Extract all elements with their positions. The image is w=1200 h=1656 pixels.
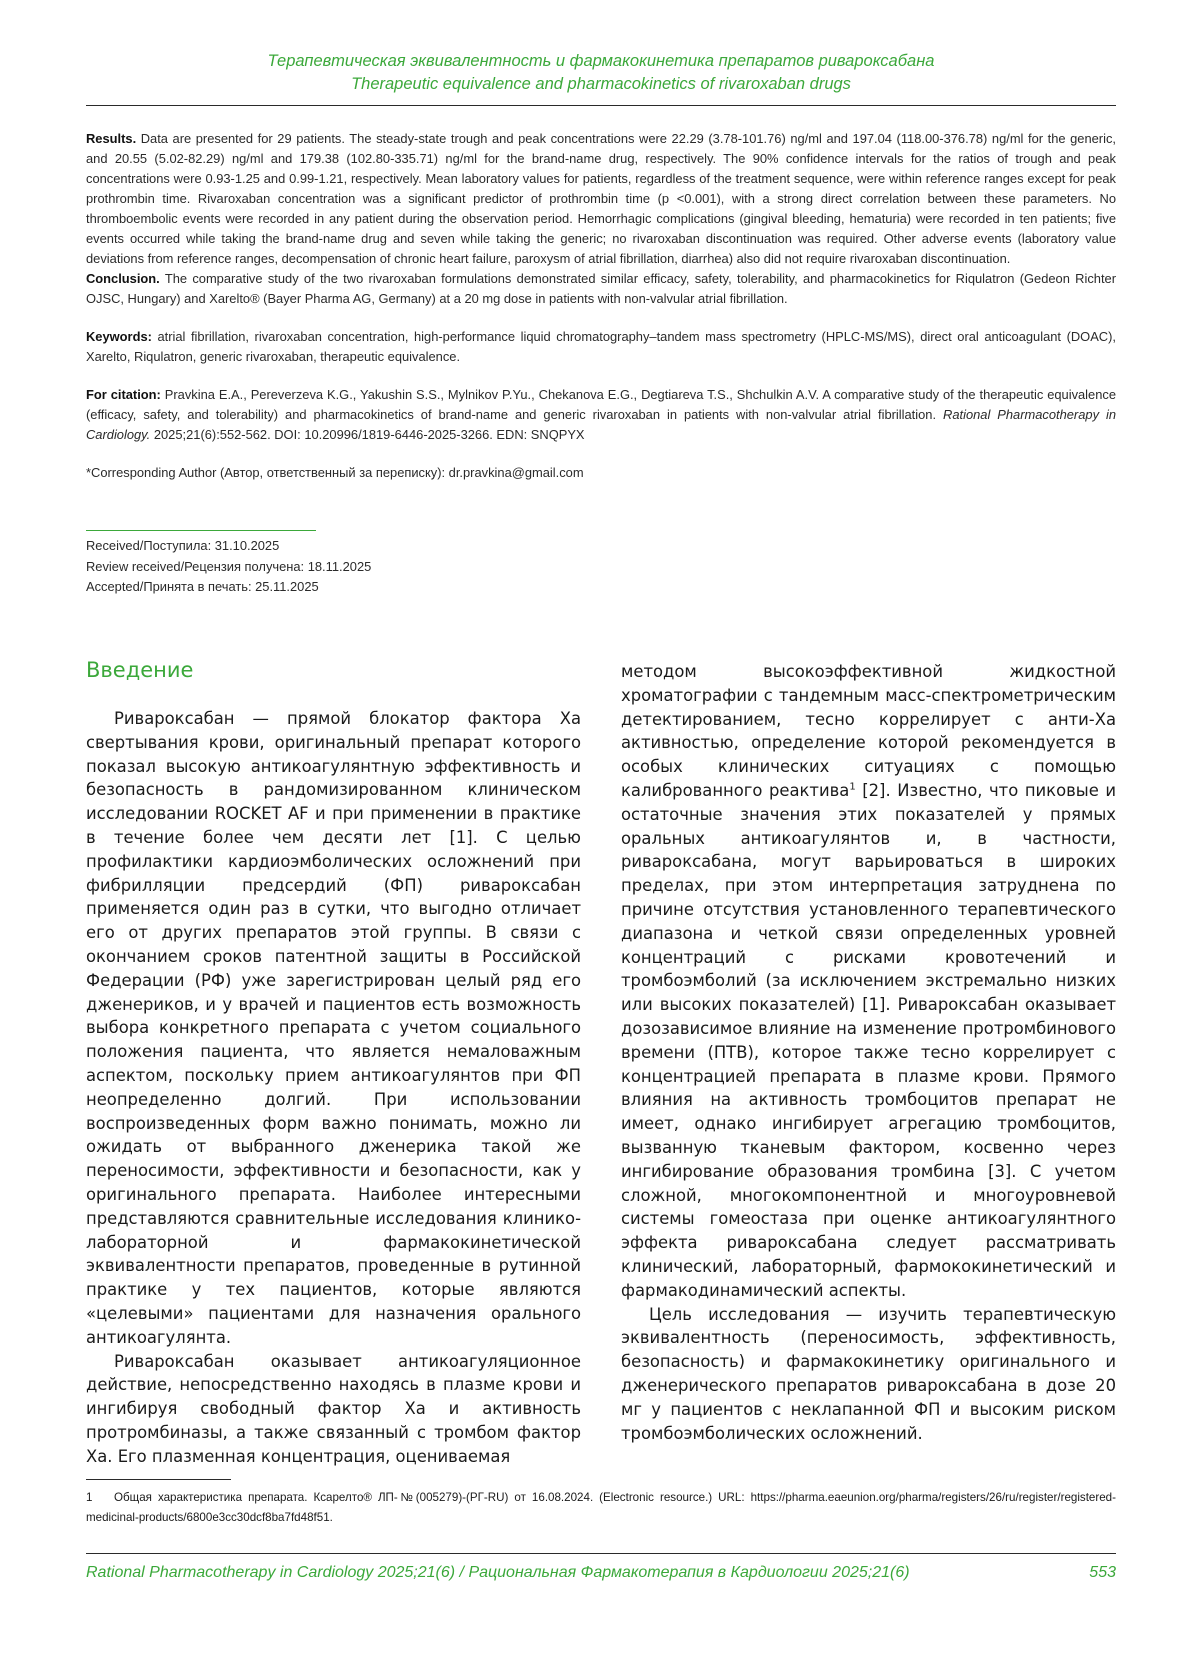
accepted-date: Accepted/Принята в печать: 25.11.2025: [86, 579, 319, 594]
keywords-text: atrial fibrillation, rivaroxaban concentration, high-performance liquid chromatography–tandem mass spectrometry (HPLC-MS/MS), direct oral anticoagulant (DOAC), Xarelto, Riqulatron, generic rivaroxaban, therapeutic equivalence.: [86, 329, 1116, 364]
corresponding-author[interactable]: *Corresponding Author (Автор, ответственный за переписку): dr.pravkina@gmail.com: [86, 465, 584, 480]
keywords-label: Keywords:: [86, 329, 152, 344]
citation-tail: 2025;21(6):552-562. DOI: 10.20996/1819-6446-2025-3266. EDN: SNQPYX: [153, 427, 585, 442]
paragraph-2-cont-b: [2]. Известно, что пиковые и остаточные значения этих показателей у прямых оральных антикоагулянтов и, в частности, ривароксабана, могут варьироваться в широких пределах, при этом интерпретация затруднена по причине отсутствия установленного терапевтического диапазона и четкой связи определенных уровней концентраций с рисками кровотечений и тромбоэмболий (за исключением экстремально низких или высоких показателей) [1]. Ривароксабан оказывает дозозависимое влияние на изменение протромбинового времени (ПТВ), которое также тесно коррелирует с концентрацией препарата в плазме крови. Прямого влияния на активность тромбоцитов препарат не имеет, однако ингибирует агрегацию тромбоцитов, вызванную тканевым фактором, косвенно через ингибирование образования тромбина [3]. С учетом сложной, многокомпонентной и многоуровневой системы гомеостаза при оценке антикоагулянтного эффекта ривароксабана следует рассматривать клинический, лабораторный, фармококинетический и фармакодинамический аспекты.: [621, 780, 1116, 1300]
results-text: Data are presented for 29 patients. The steady-state trough and peak concentrations were 22.29 (3.78-101.76) ng/ml and 197.04 (118.00-376.78) ng/ml for the generic, and 20.55 (5.02-82.29) ng/ml and 179.38 (102.80-335.71) ng/ml for the brand-name drug, respectively. The 90% confidence intervals for the ratios of trough and peak concentrations were 0.93-1.25 and 0.99-1.21, respectively. Mean laboratory values for patients, regardless of the treatment sequence, were within reference ranges except for peak prothrombin time. Rivaroxaban concentration was a significant predictor of prothrombin time (p <0.001), with a strong direct correlation between these parameters. No thromboembolic events were recorded in any patient during the observation period. Hemorrhagic complications (gingival bleeding, hematuria) were recorded in ten patients; five events occurred while taking the brand-name drug and seven while taking the generic; no rivaroxaban discontinuation was required. Other adverse events (laboratory value deviations from reference ranges, decompensation of chronic heart failure, paroxysm of atrial fibrillation, diarrhea) also did not require rivaroxaban discontinuation.: [86, 131, 1116, 266]
citation-label: For citation:: [86, 387, 161, 402]
footnote-text[interactable]: Общая характеристика препарата. Ксарелто® ЛП-№(005279)-(РГ-RU) от 16.08.2024. (Electronic resource.) URL: https://pharma.eaeunion.org/pharma/registers/26/ru/register/registered-medicinal-products/6800e3cc30dcf8ba7fd48f51.: [86, 1491, 1116, 1524]
running-header: [86, 50, 1116, 96]
footnote-number: 1: [86, 1491, 93, 1504]
running-header-en: Therapeutic equivalence and pharmacokinetics of rivaroxaban drugs: [351, 75, 851, 93]
citation-journal: Rational Pharmacotherapy in Cardiology.: [86, 407, 1117, 442]
results-label: Results.: [86, 131, 137, 146]
paragraph-2-cont-a: методом высокоэффективной жидкостной хроматографии с тандемным масс-спектрометрическим детектированием, тесно коррелирует с анти-Ха активностью, определение которой рекомендуется в особых клинических ситуациях с помощью калиброванного реактива: [621, 662, 1116, 800]
body-column-left: [86, 707, 581, 1469]
abstract-conclusion: [86, 269, 1116, 309]
review-date: Review received/Рецензия получена: 18.11.2025: [86, 558, 372, 574]
footnote-divider: [86, 1479, 231, 1480]
running-header-ru: Терапевтическая эквивалентность и фармакокинетика препаратов ривароксабана: [267, 52, 935, 70]
section-title: Введение: [86, 658, 194, 682]
header-divider: [86, 105, 1116, 106]
abstract: [86, 129, 1116, 483]
body-column-right: [621, 660, 1116, 1445]
paragraph-2-continued: [621, 660, 1116, 1303]
abstract-results: [86, 129, 1116, 269]
citation: [86, 385, 1116, 445]
footer-divider: [86, 1553, 1116, 1554]
footer-journal: Rational Pharmacotherapy in Cardiology 2025;21(6) / Рациональная Фармакотерапия в Кардиологии 2025;21(6): [86, 1564, 910, 1581]
article-dates: [86, 536, 586, 598]
citation-text: Pravkina E.A., Pereverzeva K.G., Yakushin S.S., Mylnikov P.Yu., Chekanova E.G., Degtiareva T.S., Shchulkin A.V. A comparative study of the therapeutic equivalence (efficacy, safety, and tolerability) and pharmacokinetics of brand-name and generic rivaroxaban in patients with non-valvular atrial fibrillation.: [86, 387, 1117, 422]
conclusion-text: The comparative study of the two rivaroxaban formulations demonstrated similar efficacy, safety, tolerability, and pharmacokinetics for Riqulatron (Gedeon Richter OJSC, Hungary) and Xarelto® (Bayer Pharma AG, Germany) at a 20 mg dose in patients with non-valvular atrial fibrillation.: [86, 271, 1116, 306]
keywords: [86, 327, 1116, 367]
page-number: 553: [1089, 1564, 1116, 1581]
dates-divider: [86, 530, 316, 531]
paragraph-3: Цель исследования — изучить терапевтическую эквивалентность (переносимость, эффективность, безопасность) и фармакокинетику оригинального и дженерического препаратов ривароксабана в дозе 20 мг у пациентов с неклапанной ФП и высоким риском тромбоэмболических осложнений.: [621, 1304, 1116, 1443]
received-date: Received/Поступила: 31.10.2025: [86, 538, 280, 553]
footnote-marker[interactable]: 1: [849, 781, 856, 793]
paragraph-1: Ривароксабан — прямой блокатор фактора Ха свертывания крови, оригинальный препарат которого показал высокую антикоагулянтную эффективность и безопасность в рандомизированном клиническом исследовании ROCKET AF и при применении в практике в течение более чем десяти лет [1]. С целью профилактики кардиоэмболических осложнений при фибрилляции предсердий (ФП) ривароксабан применяется один раз в сутки, что выгодно отличает его от других препаратов этой группы. В связи с окончанием сроков патентной защиты в Российской Федерации (РФ) уже зарегистрирован целый ряд его дженериков, и у врачей и пациентов есть возможность выбора конкретного препарата с учетом социального положения пациента, что является немаловажным аспектом, поскольку прием антикоагулянтов при ФП неопределенно долгий. При использовании воспроизведенных форм важно понимать, можно ли ожидать от выбранного дженерика такой же переносимости, эффективности и безопасности, как у оригинального препарата. Наиболее интересными представляются сравнительные исследования клинико-лабораторной и фармакокинетической эквивалентности препаратов, проведенные в рутинной практике у тех пациентов, которые являются «целевыми» пациентами для назначения орального антикоагулянта.: [86, 709, 581, 1347]
footnote: [86, 1488, 1116, 1528]
paragraph-2: Ривароксабан оказывает антикоагуляционное действие, непосредственно находясь в плазме крови и ингибируя свободный фактор Ха и активность протромбиназы, а также связанный с тромбом фактор Ха. Его плазменная концентрация, оцениваемая: [86, 1351, 581, 1466]
conclusion-label: Conclusion.: [86, 271, 160, 286]
